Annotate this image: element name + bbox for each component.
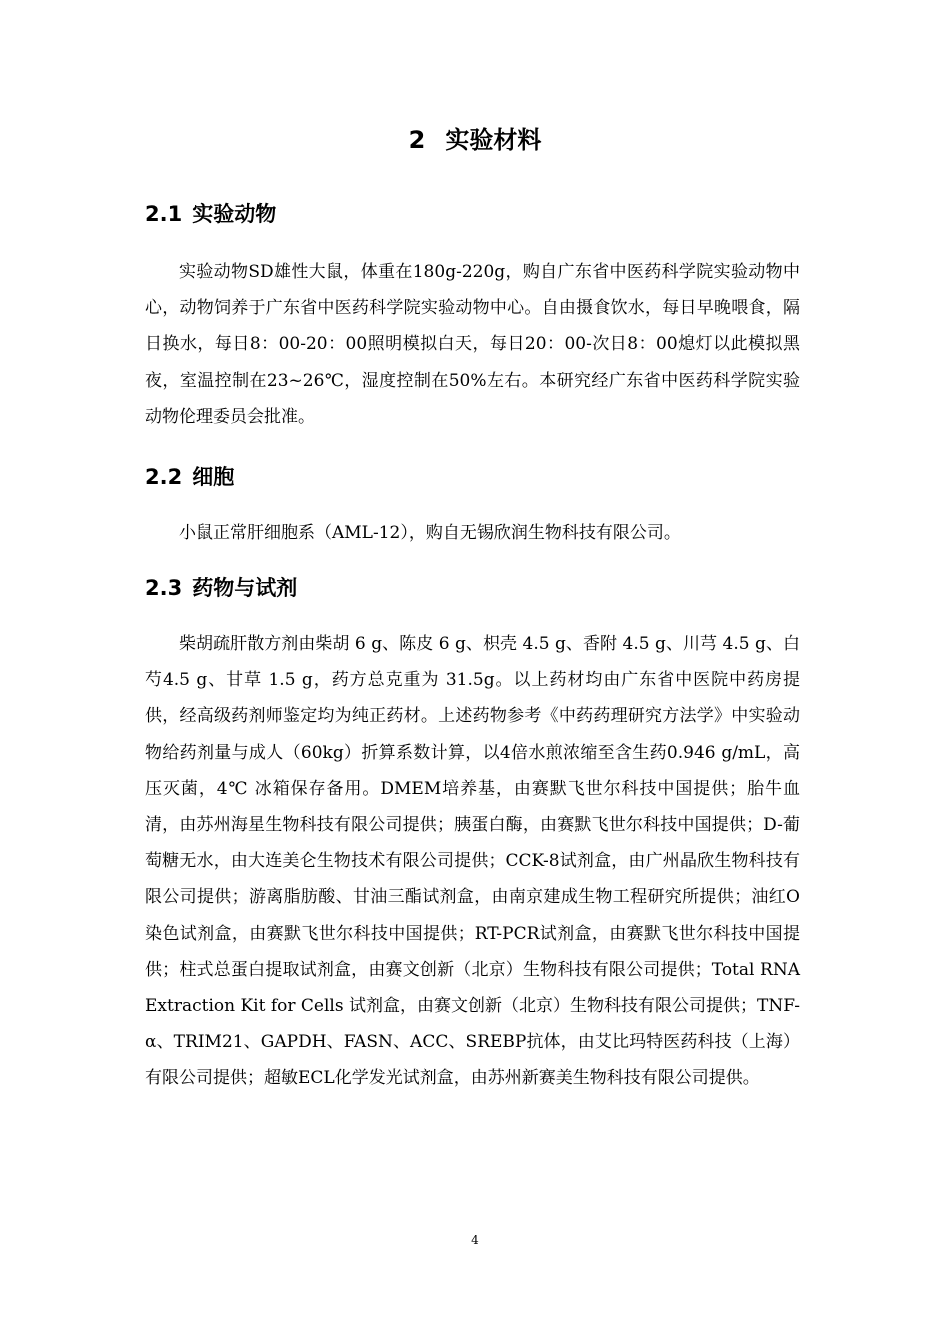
paragraph-drugs-and-reagents: 柴胡疏肝散方剂由柴胡 6 g、陈皮 6 g、枳壳 4.5 g、香附 4.5 g、川芎 4.5 g、白芍4.5 g、甘草 1.5 g，药方总克重为 31.5g。以上药材均由广东省中医院中药房提供，经高级药剂师鉴定均为纯正药材。上述药物参考《中药药理研究方法学》中实验动物给药剂量与成人（60kg）折算系数计算，以4倍水煎浓缩至含生药0.946 g/mL，高压灭菌，4℃ 冰箱保存备用。DMEM培养基，由赛默飞世尔科技中国提供；胎牛血清，由苏州海星生物科技有限公司提供；胰蛋白酶，由赛默飞世尔科技中国提供；D-葡萄糖无水，由大连美仑生物技术有限公司提供；CCK-8试剂盒，由广州晶欣生物科技有限公司提供；游离脂肪酸、甘油三酯试剂盒，由南京建成生物工程研究所提供；油红O染色试剂盒，由赛默飞世尔科技中国提供；RT-PCR试剂盒，由赛默飞世尔科技中国提供；柱式总蛋白提取试剂盒，由赛文创新（北京）生物科技有限公司提供；Total RNA Extraction Kit for Cells 试剂盒，由赛文创新（北京）生物科技有限公司提供；TNF-α、TRIM21、GAPDH、FASN、ACC、SREBP抗体，由艾比玛特医药科技（上海）有限公司提供；超敏ECL化学发光试剂盒，由苏州新赛美生物科技有限公司提供。 — [145, 634, 800, 1089]
chapter-title — [0, 124, 950, 156]
section-number: 2.3 — [145, 576, 183, 600]
section-number: 2.1 — [145, 202, 183, 226]
paragraph-cells: 小鼠正常肝细胞系（AML-12），购自无锡欣润生物科技有限公司。 — [179, 523, 681, 543]
section-heading-2-3 — [145, 573, 297, 603]
section-title: 实验动物 — [192, 202, 277, 226]
section-heading-2-1 — [145, 199, 276, 229]
chapter-number: 2 — [408, 126, 426, 154]
section-title: 药物与试剂 — [192, 576, 298, 600]
chapter-title-text: 实验材料 — [445, 126, 542, 154]
section-number: 2.2 — [145, 465, 183, 489]
section-title: 细胞 — [192, 465, 235, 489]
section-heading-2-2 — [145, 462, 234, 492]
page-number: 4 — [471, 1233, 479, 1247]
paragraph-experimental-animals: 实验动物SD雄性大鼠，体重在180g-220g，购自广东省中医药科学院实验动物中心，动物饲养于广东省中医药科学院实验动物中心。自由摄食饮水，每日早晚喂食，隔日换水，每日8：00-20：00照明模拟白天，每日20：00-次日8：00熄灯以此模拟黑夜，室温控制在23~26℃，湿度控制在50%左右。本研究经广东省中医药科学院实验动物伦理委员会批准。 — [145, 262, 800, 427]
